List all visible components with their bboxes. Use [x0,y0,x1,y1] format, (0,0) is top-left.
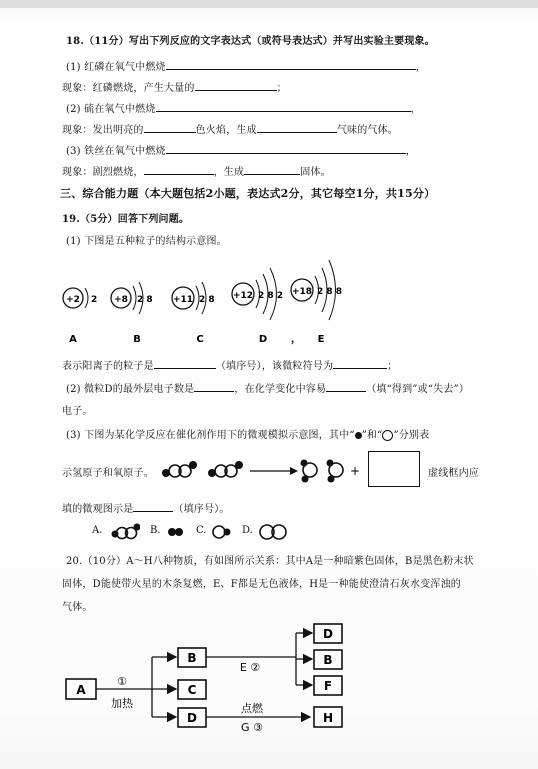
atom-b-nucleus: +8 [114,295,128,305]
blank-19-3[interactable] [194,381,234,392]
substance-flow-diagram [60,615,360,740]
atom-e-label: E [317,334,325,345]
atom-b [111,282,153,345]
q18-line1 [66,58,426,73]
node-a [66,679,96,699]
q18-l3-end: ， [410,104,421,115]
q18-line2 [62,79,287,94]
q18-l4-text-a: 现象：发出明亮的 [62,125,144,136]
atom-d-label: D [258,334,268,345]
q18-l4-text-b: 色火焰，生成 [195,125,257,136]
blank-18-7[interactable] [144,164,214,175]
option-b-label: B. [150,525,161,536]
q19-fill-text-a: 填的微观图示是 [62,504,134,515]
atom-d [232,268,301,345]
option-d-label: D. [242,525,253,536]
q19-p2-text-a: (2) 微粒D的最外层电子数是 [66,384,195,395]
q18-l1-end: ， [415,62,426,73]
q18-line3 [66,100,421,115]
node-d-label: D [187,711,197,725]
box-note: 虚线框内应 [428,468,479,479]
step-1-label: ① [117,675,127,688]
atom-e [291,260,342,345]
node-f [314,676,342,695]
g3-label: G ③ [241,721,263,734]
node-a-label: A [76,683,86,697]
q18-l6-text-c: 固体。 [300,167,331,178]
q19-p2-end: 电子。 [62,406,93,417]
blank-18-6[interactable] [166,143,406,154]
atom-b-shells: 2 8 [137,295,153,305]
atom-a [63,288,97,345]
node-f-label: F [323,679,333,693]
blank-18-1[interactable] [166,59,416,70]
ignite-label: 点燃 [241,702,263,715]
q18-l2-text: 现象：红磷燃烧，产生大量的 [62,83,195,94]
q19-cation-text-a: 表示阳离子的粒子是 [62,361,154,372]
q18-heading: 18.（11分）写出下列反应的文字表达式（或符号表达式）并写出实验主要现象。 [66,36,435,47]
atom-a-label: A [69,334,77,345]
atom-a-nucleus: +2 [66,295,80,305]
blank-19-1[interactable] [154,358,216,369]
q19-cation-text-b: （填序号），该微粒符号为 [215,361,334,372]
h2o2-molecule-2-icon [208,461,243,477]
q19-p3-text-b: ”和“ [361,430,383,441]
atom-diagrams [55,250,385,350]
atom-e-shells: 2 8 8 [317,287,343,297]
node-c-label: C [187,683,197,697]
q19-p2-text-b: ，在化学变化中容易 [234,384,327,395]
blank-18-4[interactable] [144,122,196,133]
node-b-label: B [187,651,197,665]
option-a-icon [110,522,140,542]
node-d2-label: D [323,627,333,641]
oxygen-atom-icon [382,430,393,441]
q18-l6-text-b: ，生成 [213,167,245,178]
q19-fill-text-b: （填序号）。 [173,504,230,515]
blank-19-2[interactable] [333,358,387,369]
q18-l1-text: (1) 红磷在氧气中燃烧 [66,62,166,73]
q20-heading: 20.（10分）A～H八种物质，有如图所示关系：其中A是一种暗紫色固体，B是黑色粉末状 [66,556,474,567]
option-d-icon [258,522,288,542]
blank-18-2[interactable] [195,80,277,91]
q19-heading: 19.（5分）回答下列问题。 [62,214,190,225]
q20-line3: 气体。 [62,602,93,613]
section-3-heading: 三、综合能力题（本大题包括2小题，表达式2分，其它每空1分，共15分） [60,187,436,200]
scan-edge [0,0,538,8]
q19-part2 [66,380,469,395]
atom-c-nucleus: +11 [172,295,194,305]
blank-19-5[interactable] [133,501,173,512]
q18-l2-end: ； [276,83,287,94]
q20-line2: 固体，D能使带火星的木条复燃，E、F都是无色液体，H是一种能使澄清石灰水变浑浊的 [62,579,461,590]
q19-part3 [66,426,429,441]
blank-19-4[interactable] [326,381,366,392]
hydrogen-atom-icon [355,432,362,439]
node-d2 [314,624,342,643]
atom-a-shells: 2 [91,295,98,305]
q19-p3-text-a: (3) 下图为某化学反应在催化剂作用下的微观模拟示意图，其中“ [66,430,355,441]
reaction-arrow-icon [250,467,298,475]
atom-d-shells: 2 8 2 [258,291,284,301]
node-h [314,707,342,727]
q18-l6-text-a: 现象：剧烈燃烧， [62,167,144,178]
atom-c-label: C [196,334,204,345]
answer-box[interactable] [368,451,420,487]
q19-fill-line [62,500,230,515]
q19-p3-line2: 示氢原子和氧原子。 [62,468,154,479]
blank-18-5[interactable] [257,122,337,133]
q18-l5-end: ， [405,146,416,157]
plus-sign: + [350,464,361,478]
option-a-label: A. [92,525,103,536]
node-b2-label: B [323,653,333,667]
node-b [178,648,206,667]
h2o2-molecule-1-icon [162,461,197,477]
option-c-label: C. [196,525,207,536]
node-c [178,680,206,699]
q18-line4 [62,121,398,136]
node-b2 [314,650,342,669]
atom-d-nucleus: +12 [232,291,254,301]
option-c-icon [211,523,233,541]
heat-label: 加热 [111,697,133,710]
q19-part1: (1) 下图是五种粒子的结构示意图。 [66,236,227,247]
node-d [178,708,206,727]
atom-label-comma: ， [291,334,301,345]
q18-l5-text: (3) 铁丝在氧气中燃烧 [66,146,166,157]
q19-cation-line [62,357,397,372]
q18-line5 [66,142,416,157]
atom-c [172,282,215,345]
water-molecule-2-icon [327,460,344,483]
atom-c-shells: 2 8 [199,295,215,305]
q18-l3-text: (2) 硫在氧气中燃烧 [66,104,156,115]
blank-18-3[interactable] [156,101,411,112]
q18-line6 [62,163,331,178]
e2-label: E ② [239,661,261,674]
q19-cation-end: ； [387,361,398,372]
q18-l4-text-c: 气味的气体。 [336,125,399,136]
node-h-label: H [322,711,334,725]
option-b-icon [166,524,186,540]
blank-18-8[interactable] [244,164,300,175]
q19-p3-text-c: ”分别表 [393,430,430,441]
water-molecule-1-icon [301,460,318,483]
atom-e-nucleus: +18 [291,287,313,297]
q19-p2-text-c: （填“得到”或“失去”） [366,384,470,395]
atom-b-label: B [133,334,141,345]
